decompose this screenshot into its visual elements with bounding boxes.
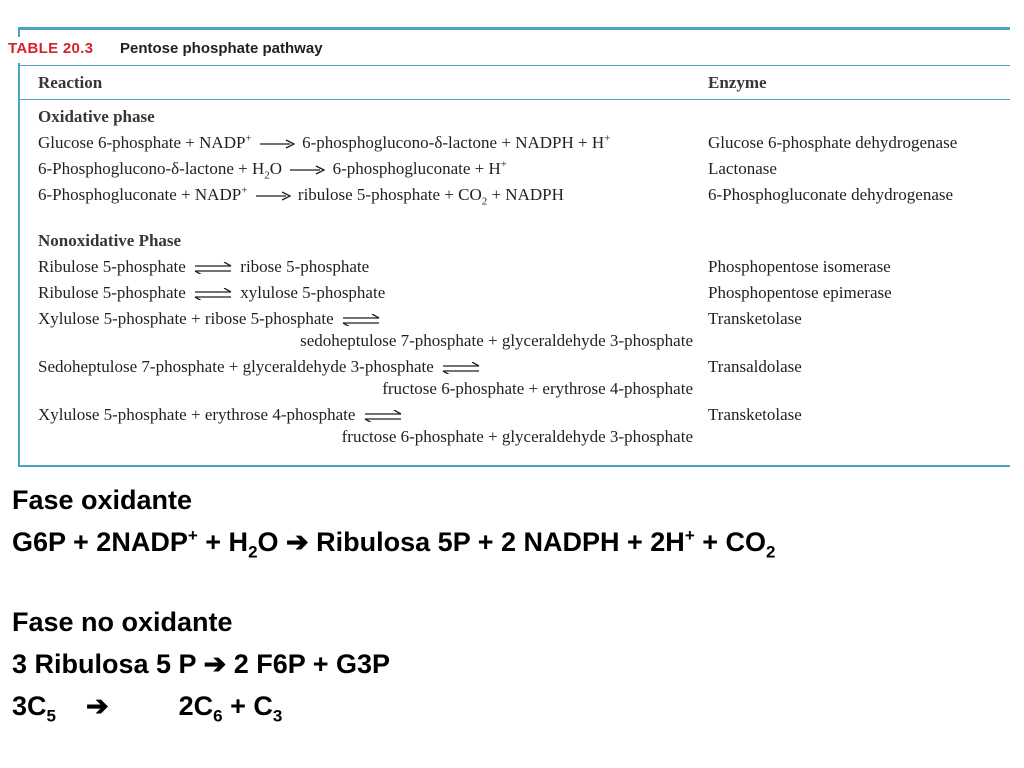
table-number: TABLE 20.3 bbox=[8, 40, 94, 57]
section-oxidative: Oxidative phase bbox=[38, 107, 155, 126]
header-reaction: Reaction bbox=[38, 73, 103, 92]
equilibrium-arrow-icon bbox=[363, 410, 403, 422]
enzyme-cell: Transaldolase bbox=[708, 357, 802, 376]
arrow-right-icon bbox=[289, 165, 325, 175]
enzyme-cell: Lactonase bbox=[708, 159, 777, 178]
reaction-row: Glucose 6-phosphate + NADP+ 6-phosphoglucono-δ-lactone + NADPH + H+ bbox=[38, 132, 611, 152]
equilibrium-arrow-icon bbox=[193, 262, 233, 274]
reaction-row: Xylulose 5-phosphate + erythrose 4-phosphate bbox=[38, 405, 406, 425]
section-nonoxidative: Nonoxidative Phase bbox=[38, 231, 182, 250]
equilibrium-arrow-icon bbox=[193, 288, 233, 300]
reaction-row: Ribulose 5-phosphate ribose 5-phosphate bbox=[38, 257, 370, 276]
arrow-right-icon bbox=[255, 191, 291, 201]
equilibrium-arrow-icon bbox=[441, 362, 481, 374]
arrow-right-icon bbox=[259, 139, 295, 149]
enzyme-cell: Transketolase bbox=[708, 405, 802, 424]
reaction-product: sedoheptulose 7-phosphate + glyceraldehyde 3-phosphate bbox=[300, 331, 693, 350]
reaction-row: 6-Phosphoglucono-δ-lactone + $H_2O$ 6-phosphogluconate + H+ bbox=[38, 158, 508, 182]
oxidative-phase-heading: Fase oxidante bbox=[12, 485, 193, 515]
header-enzyme: Enzyme bbox=[708, 73, 767, 92]
enzyme-cell: Transketolase bbox=[708, 309, 802, 328]
enzyme-cell: 6-Phosphogluconate dehydrogenase bbox=[708, 185, 954, 204]
arrow-right-icon: ➔ bbox=[203, 649, 227, 679]
carbon-balance-equation: $3C_5$ ➔ $2C_6 + C_3$ bbox=[12, 691, 283, 726]
equilibrium-arrow-icon bbox=[341, 314, 381, 326]
arrow-right-icon: ➔ bbox=[85, 691, 109, 721]
reaction-row: Sedoheptulose 7-phosphate + glyceraldehyde 3-phosphate bbox=[38, 357, 484, 377]
enzyme-cell: Glucose 6-phosphate dehydrogenase bbox=[708, 133, 958, 152]
nonoxidative-phase-heading: Fase no oxidante bbox=[12, 607, 233, 637]
table-title: Pentose phosphate pathway bbox=[120, 40, 323, 57]
header-top-rule bbox=[20, 65, 1010, 66]
reaction-row: Ribulose 5-phosphate xylulose 5-phosphate bbox=[38, 283, 386, 302]
arrow-right-icon: ➔ bbox=[286, 527, 309, 557]
reaction-product: fructose 6-phosphate + glyceraldehyde 3-phosphate bbox=[341, 427, 693, 446]
enzyme-cell: Phosphopentose epimerase bbox=[708, 283, 892, 302]
enzyme-cell: Phosphopentose isomerase bbox=[708, 257, 891, 276]
reaction-row: 6-Phosphogluconate + NADP+ ribulose 5-phosphate + $CO_2$ + NADPH bbox=[38, 184, 564, 208]
reaction-row: Xylulose 5-phosphate + ribose 5-phosphate bbox=[38, 309, 384, 329]
oxidative-equation: G6P + 2NADP+ + $H_2O$ ➔ Ribulosa 5P + 2 NADPH + $2H^+ + CO_2$ bbox=[12, 526, 776, 562]
header-bottom-rule bbox=[20, 99, 1010, 100]
nonoxidative-equation: 3 Ribulosa 5 P ➔ 2 F6P + G3P bbox=[12, 649, 391, 679]
reaction-product: fructose 6-phosphate + erythrose 4-phosphate bbox=[382, 379, 693, 398]
